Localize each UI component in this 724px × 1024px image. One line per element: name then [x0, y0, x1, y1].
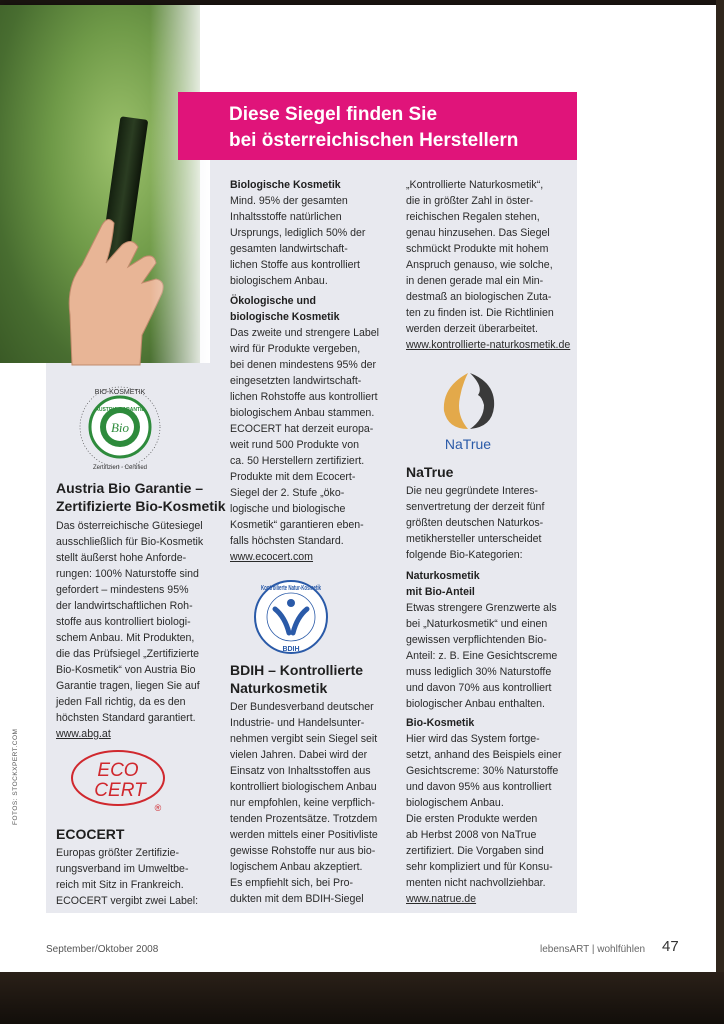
- bio-text-1: Mind. 95% der gesamten: [230, 195, 348, 207]
- austria-text-11: Garantie tragen, liegen Sie auf: [56, 680, 200, 692]
- bio-text-5: lichen Stoffe aus kontrolliert: [230, 259, 360, 271]
- oeko-text-1: Das zweite und strengere Label: [230, 327, 379, 339]
- natrue-logo-label: NaTrue: [444, 436, 492, 452]
- cont-text-8: destmaß an biologischen Zuta-: [406, 291, 552, 303]
- column-2-bdih: [230, 661, 400, 907]
- oeko-text-5: lichen Rohstoffe aus kontrolliert: [230, 391, 378, 403]
- nk-heading-1: Naturkosmetik: [406, 570, 480, 582]
- natrue-title: NaTrue: [406, 464, 454, 480]
- bdih-logo: [251, 577, 331, 657]
- cont-text-6: Anspruch genauso, wie solche,: [406, 259, 553, 271]
- page-edge: [716, 0, 724, 1024]
- austria-text-1: Das österreichische Gütesiegel: [56, 520, 203, 532]
- oeko-text-9: ca. 50 Herstellern zertifiziert.: [230, 455, 365, 467]
- ecocert-link[interactable]: www.ecocert.com: [230, 551, 314, 563]
- austria-bio-center: Bio: [110, 420, 130, 435]
- magazine-name: lebensART | wohlfühlen: [540, 944, 646, 955]
- bdih-title-1: BDIH – Kontrollierte: [230, 662, 364, 678]
- bk-text-8: zertifiziert. Die Vorgaben sind: [406, 845, 544, 857]
- oeko-text-7: ECOCERT hat derzeit europa-: [230, 423, 374, 435]
- bio-kosmetik-heading: Biologische Kosmetik: [230, 179, 341, 191]
- bdih-text-3: nehmen vergibt sein Siegel seit: [230, 733, 378, 745]
- cont-text-1: „Kontrollierte Naturkosmetik“,: [406, 179, 544, 191]
- austria-bio-logo: [70, 383, 170, 471]
- cont-text-3: reichischen Regalen stehen,: [406, 211, 540, 223]
- austria-text-9: die das Prüfsiegel „Zertifizierte: [56, 648, 200, 660]
- column-2: [230, 177, 400, 565]
- nk-text-6: und davon 70% aus kontrolliert: [406, 682, 552, 694]
- ecocert-text-4: ECOCERT vergibt zwei Label:: [56, 895, 199, 907]
- oeko-text-12: logische und biologische: [230, 503, 346, 515]
- bdih-text-4: vielen Jahren. Dabei wird der: [230, 749, 368, 761]
- bk-text-10: menten nicht nachvollziehbar.: [406, 877, 546, 889]
- bio-text-3: Ursprungs, lediglich 50% der: [230, 227, 366, 239]
- oeko-text-14: falls höchsten Standard.: [230, 535, 344, 547]
- cont-text-5: schmückt Produkte mit hohem: [406, 243, 549, 255]
- cont-text-7: in denen gerade mal ein Min-: [406, 275, 544, 287]
- ecocert-text-3: reich mit Sitz in Frankreich.: [56, 879, 184, 891]
- bio-text-4: gesamten landwirtschaft-: [230, 243, 348, 255]
- oeko-text-10: Produkte mit dem Ecocert-: [230, 471, 356, 483]
- ecocert-line2: CERT: [94, 780, 146, 801]
- austria-text-5: gefordert – mindestens 95%: [56, 584, 189, 596]
- ecocert-line1: ECO: [97, 760, 139, 781]
- austria-text-6: der landwirtschaftlichen Roh-: [56, 600, 193, 612]
- natrue-text-4: metikhersteller unterscheidet: [406, 533, 542, 545]
- cont-text-2: die in größter Zahl in öster-: [406, 195, 534, 207]
- bio-text-2: Inhaltsstoffe natürlichen: [230, 211, 342, 223]
- natrue-text-3: größten deutschen Naturkos-: [406, 517, 544, 529]
- austria-text-10: Bio-Kosmetik“ von Austria Bio: [56, 664, 196, 676]
- magazine-page: [0, 5, 716, 973]
- bdih-text-5: Einsatz von Inhaltsstoffen aus: [230, 765, 371, 777]
- cont-text-10: werden derzeit überarbeitet.: [406, 323, 538, 335]
- bdih-bottom: BDIH: [282, 646, 300, 653]
- cont-text-9: ten zu finden ist. Die Richtlinien: [406, 307, 554, 319]
- nk-text-4: Anteil: z. B. Eine Gesichtscreme: [406, 650, 558, 662]
- nk-text-5: muss lediglich 30% Naturstoffe: [406, 666, 552, 678]
- bdih-text-12: Es empfiehlt sich, bei Pro-: [230, 877, 354, 889]
- bk-heading: Bio-Kosmetik: [406, 717, 475, 729]
- photo-fade: [150, 5, 210, 363]
- bdih-text-11: logischem Anbau akzeptiert.: [230, 861, 363, 873]
- title-line-2: bei österreichischen Herstellern: [229, 130, 519, 151]
- austria-text-3: stellt äußerst hohe Anforde-: [56, 552, 187, 564]
- oeko-text-2: wird für Produkte vergeben,: [230, 343, 361, 355]
- natrue-link[interactable]: www.natrue.de: [406, 893, 477, 905]
- bdih-text-6: kontrolliert biologischem Anbau: [230, 781, 377, 793]
- nk-text-2: bei „Naturkosmetik“ und einen: [406, 618, 548, 630]
- column-3-natrue: [406, 463, 571, 907]
- ecocert-text-2: rungsverband im Umweltbe-: [56, 863, 189, 875]
- cont-text-4: genau hinzusehen. Das Siegel: [406, 227, 550, 239]
- column-3: [406, 177, 571, 353]
- title-line-1: Diese Siegel finden Sie: [229, 104, 438, 125]
- bdih-text-9: werden mittels einer Positivliste: [230, 829, 378, 841]
- photo-credit: FOTOS: STOCKXPERT.COM: [12, 728, 19, 825]
- oeko-text-4: eingesetzten landwirtschaft-: [230, 375, 362, 387]
- austria-text-12: jeden Fall richtig, da es den: [56, 696, 186, 708]
- bk-text-5: biologischem Anbau.: [406, 797, 504, 809]
- natrue-text-5: folgende Bio-Kategorien:: [406, 549, 523, 561]
- bdih-text-13: dukten mit dem BDIH-Siegel: [230, 893, 364, 905]
- austria-bio-ring: AUSTRIA GARANTIE: [95, 407, 145, 413]
- bk-text-3: Gesichtscreme: 30% Naturstoffe: [406, 765, 559, 777]
- scan-background: [0, 972, 724, 1024]
- nk-text-7: biologischer Anbau enthalten.: [406, 698, 546, 710]
- bdih-text-7: nur empfohlen, keine verpflich-: [230, 797, 375, 809]
- bk-text-2: setzt, anhand des Beispiels einer: [406, 749, 562, 761]
- austria-title: Austria Bio Garantie – Zertifizierte Bio-Kosmetik: [56, 480, 226, 514]
- oeko-text-11: Siegel der 2. Stufe „öko-: [230, 487, 345, 499]
- natrue-logo: [434, 367, 502, 457]
- ecocert-text-1: Europas größter Zertifizie-: [56, 847, 180, 859]
- kontrollierte-naturkosmetik-link[interactable]: www.kontrollierte-naturkosmetik.de: [406, 339, 571, 351]
- nk-text-3: gewissen verpflichtenden Bio-: [406, 634, 547, 646]
- ecocert-logo: [66, 747, 178, 815]
- natrue-text-1: Die neu gegründete Interes-: [406, 485, 538, 497]
- page-title: [229, 102, 518, 154]
- issue-date: September/Oktober 2008: [46, 944, 159, 955]
- bk-text-1: Hier wird das System fortge-: [406, 733, 540, 745]
- austria-text-13: höchsten Standard garantiert.: [56, 712, 196, 724]
- bdih-text-1: Der Bundesverband deutscher: [230, 701, 374, 713]
- austria-bio-bottom: Zertifiziert · Certified: [92, 465, 148, 471]
- austria-text-4: rungen: 100% Naturstoffe sind: [56, 568, 199, 580]
- bk-text-9: sehr kompliziert und für Konsu-: [406, 861, 553, 873]
- bdih-text-2: Industrie- und Handelsunter-: [230, 717, 365, 729]
- ecocert-registered: ®: [154, 803, 162, 813]
- column-1: [56, 479, 226, 742]
- bdih-title-2: Naturkosmetik: [230, 680, 328, 696]
- austria-text-2: ausschließlich für Bio-Kosmetik: [56, 536, 204, 548]
- oeko-text-13: Kosmetik“ garantieren eben-: [230, 519, 364, 531]
- austria-text-7: stoffe aus kontrolliert biologi-: [56, 616, 191, 628]
- abg-link[interactable]: www.abg.at: [56, 728, 111, 740]
- bio-text-6: biologischem Anbau.: [230, 275, 328, 287]
- oeko-heading-2: biologische Kosmetik: [230, 311, 340, 323]
- bk-text-4: und davon 95% aus kontrolliert: [406, 781, 552, 793]
- oeko-heading-1: Ökologische und: [230, 295, 316, 307]
- page-number: 47: [662, 938, 679, 955]
- bdih-text-10: gewisse Rohstoffe nur aus bio-: [230, 845, 376, 857]
- oeko-text-6: biologischem Anbau stammen.: [230, 407, 375, 419]
- nk-text-1: Etwas strengere Grenzwerte als: [406, 602, 557, 614]
- austria-text-8: schem Anbau. Mit Produkten,: [56, 632, 195, 644]
- bdih-text-8: tenden Prozentsätze. Trotzdem: [230, 813, 378, 825]
- bk-text-6: Die ersten Produkte werden: [406, 813, 538, 825]
- bk-text-7: ab Herbst 2008 von NaTrue: [406, 829, 537, 841]
- oeko-text-8: weit rund 500 Produkte von: [230, 439, 359, 451]
- oeko-text-3: bei denen mindestens 95% der: [230, 359, 377, 371]
- austria-bio-top: BIO-KOSMETIK: [94, 389, 146, 396]
- bdih-ring: Kontrollierte Natur-Kosmetik: [261, 585, 322, 592]
- nk-heading-2: mit Bio-Anteil: [406, 586, 475, 598]
- ecocert-title: ECOCERT: [56, 826, 125, 842]
- natrue-text-2: senvertretung der derzeit fünf: [406, 501, 545, 513]
- column-1-ecocert: [56, 825, 226, 909]
